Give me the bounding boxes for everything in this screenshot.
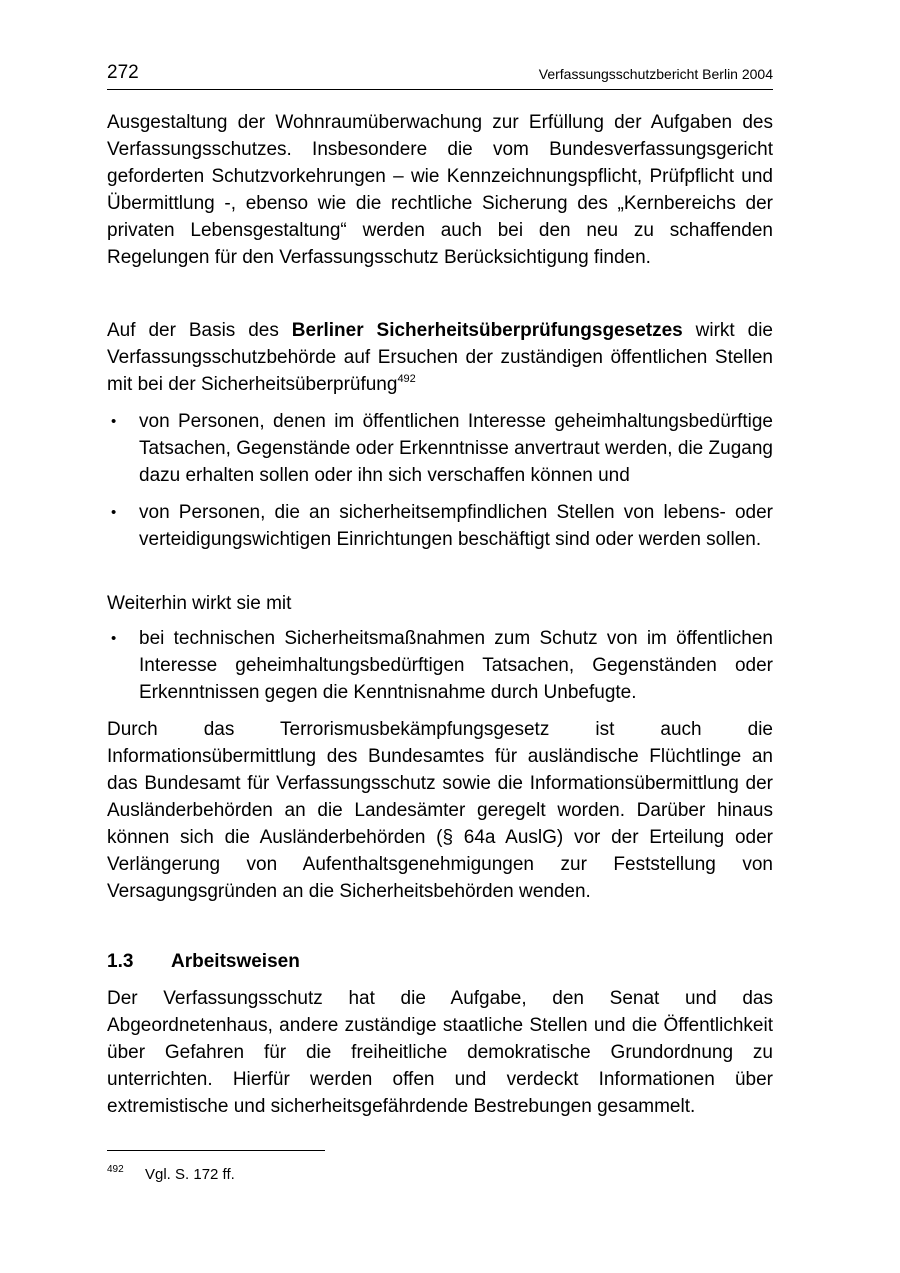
list-item-text: bei technischen Sicherheitsmaßnahmen zum Schutz von im öffentlichen Interesse geheimhaltungsbedürftigen Tatsachen, Gegenständen oder Erkenntnissen gegen die Kenntnisnahme durch Unbefugte. — [139, 628, 773, 703]
paragraph-arbeitsweisen: Der Verfassungsschutz hat die Aufgabe, den Senat und das Abgeordnetenhaus, andere zuständige staatliche Stellen und die Öffentlichkeit über Gefahren für die freiheitliche demokratische Grundordnung zu unterrichten. Hierfür werden offen und verdeckt Informationen über extremistische und sicherheitsgefährdende Bestrebungen gesammelt. — [107, 988, 773, 1117]
paragraph-weiterhin: Weiterhin wirkt sie mit — [107, 593, 292, 614]
page-header — [107, 60, 773, 90]
bullet-icon: • — [111, 413, 117, 430]
running-title: Verfassungsschutzbericht Berlin 2004 — [538, 66, 773, 82]
footnote-text: Vgl. S. 172 ff. — [145, 1166, 235, 1183]
paragraph-text: wirkt die Verfassungsschutzbehörde auf Ersuchen der zuständigen öffentlichen Stellen mit bei der Sicherheitsüberprüfung — [107, 320, 773, 395]
footnote-divider — [107, 1150, 325, 1151]
section-number: 1.3 — [107, 951, 134, 972]
bullet-icon: • — [111, 630, 117, 647]
list-item-text: von Personen, denen im öffentlichen Interesse geheimhaltungsbedürftige Tatsachen, Gegenstände oder Erkenntnisse anvertraut werden, die Zugang dazu erhalten sollen oder ihn sich verschaffen können und — [139, 411, 773, 486]
list-item-text: von Personen, die an sicherheitsempfindlichen Stellen von lebens- oder verteidigungswichtigen Einrichtungen beschäftigt sind oder werden sollen. — [139, 502, 773, 550]
footnote-mark: 492 — [107, 1164, 124, 1175]
paragraph-sicherheitsueberpruefung — [107, 317, 773, 398]
bullet-icon: • — [111, 504, 117, 521]
section-heading — [107, 948, 773, 975]
paragraph-wohnraumueberwachung: Ausgestaltung der Wohnraumüberwachung zur Erfüllung der Aufgaben des Verfassungsschutzes. Insbesondere die vom Bundesverfassungsgericht geforderten Schutzvorkehrungen – wie Kennzeichnungspflicht, Prüfpflicht und Übermittlung -, ebenso wie die rechtliche Sicherung des „Kernbereichs der privaten Lebensgestaltung“ werden auch bei den neu zu schaffenden Regelungen für den Verfassungsschutz Berücksichtigung finden. — [107, 112, 773, 268]
section-title: Arbeitsweisen — [171, 951, 300, 972]
paragraph-terrorismusbekaempfung: Durch das Terrorismusbekämpfungsgesetz ist auch die Informationsübermittlung des Bundesamtes für ausländische Flüchtlinge an das Bundesamt für Verfassungsschutz sowie die Informationsübermittlung der Ausländerbehörden an die Landesämter geregelt worden. Darüber hinaus können sich die Ausländerbehörden (§ 64a AuslG) vor der Erteilung oder Verlängerung von Aufenthaltsgenehmigungen zur Feststellung von Versagungsgründen an die Sicherheitsbehörden wenden. — [107, 719, 773, 902]
law-name: Berliner Sicherheitsüberprüfungsgesetzes — [291, 320, 683, 341]
paragraph-text: Auf der Basis des — [107, 320, 292, 341]
page-number: 272 — [107, 62, 139, 83]
footnote-reference: 492 — [397, 373, 416, 385]
